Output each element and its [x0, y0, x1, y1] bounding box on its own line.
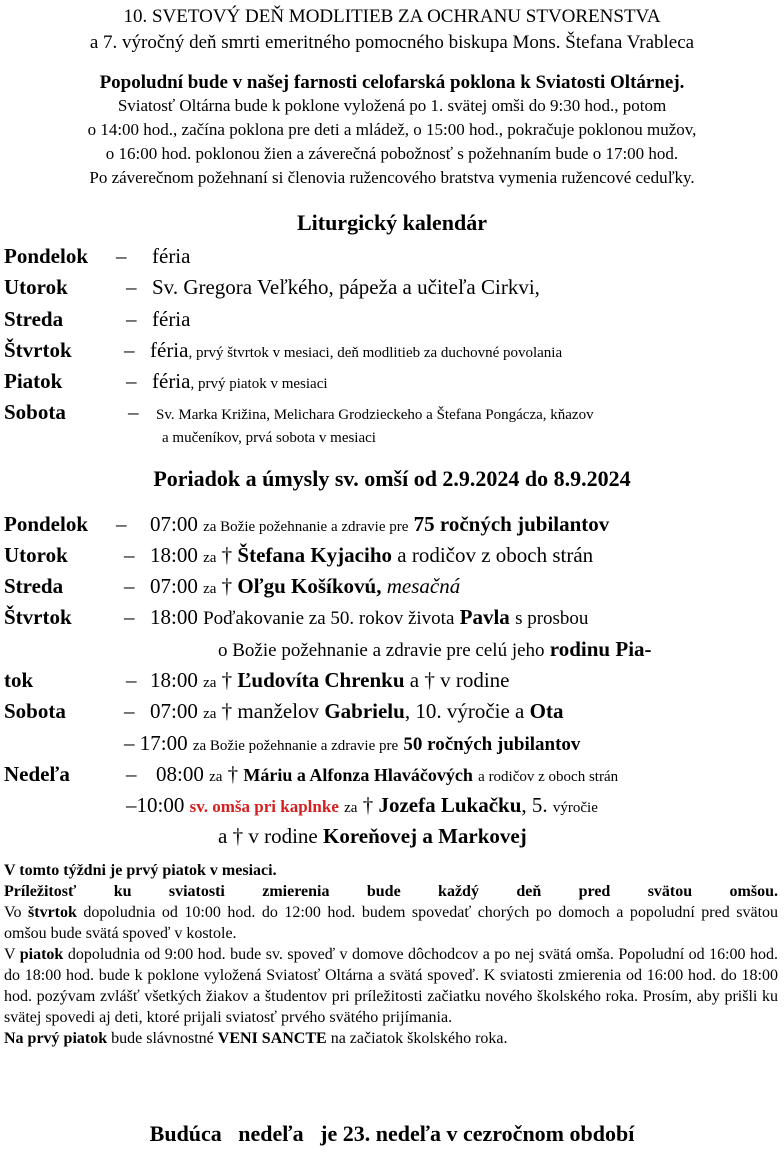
announcement-day: Na prvý piatok	[4, 1030, 108, 1047]
mass-intention: o Božie požehnanie a zdravie pre celú jeho	[218, 640, 545, 661]
announcement-text: V	[4, 946, 16, 963]
mass-row-sunday-morning	[4, 760, 618, 791]
mass-time: 18:00	[150, 668, 198, 692]
next-sunday-footer: Budúca nedeľa je 23. nedeľa v cezročnom období	[149, 1121, 635, 1146]
mass-intention-bold: Oľgu Košíkovú,	[237, 574, 382, 598]
dash: –	[126, 307, 137, 331]
mass-time: 18:00	[150, 543, 198, 567]
mass-time: 08:00	[156, 762, 204, 786]
dash: –	[128, 400, 139, 424]
header-subtitle: a 7. výročný deň smrti emeritného pomocného biskupa Mons. Štefana Vrableca	[89, 32, 695, 53]
mass-row-friday	[4, 666, 510, 697]
mass-time: 10:00	[136, 793, 185, 817]
mass-intention: za Božie požehnanie a zdravie pre	[192, 738, 399, 754]
mass-intention: za	[344, 800, 358, 816]
mass-row-saturday-morning	[4, 697, 563, 728]
dash: –	[124, 338, 135, 362]
calendar-row-monday	[4, 242, 190, 270]
announcement-thursday	[4, 902, 778, 944]
adoration-section	[0, 72, 784, 190]
adoration-line: o 14:00 hod., začína poklona pre deti a mládež, o 15:00 hod., pokračuje poklonou mužov,	[87, 120, 697, 139]
mass-intention: a † v rodine	[409, 668, 510, 692]
announcement-text: dopoludnia od 10:00 hod. do 12:00 hod. budem spovedať chorých po domoch a popoludní pred svätou omšou bude svätá spoveď v kostole.	[4, 904, 779, 942]
header-title: 10. SVETOVÝ DEŇ MODLITIEB ZA OCHRANU STVORENSTVA	[123, 6, 661, 27]
announcement-text: Vo	[4, 904, 22, 921]
cross-symbol: †	[221, 668, 233, 692]
mass-intention: výročie	[552, 800, 598, 816]
mass-intention-bold: Jozefa Lukačku	[378, 793, 522, 817]
calendar-row-tuesday	[4, 273, 540, 301]
calendar-day: Streda	[4, 307, 64, 331]
mass-intention: a † v rodine	[218, 824, 318, 848]
calendar-note: , prvý štvrtok v mesiaci, deň modlitieb za duchovné povolania	[188, 345, 563, 361]
mass-row-tuesday	[4, 541, 593, 572]
mass-intention-bold: rodinu Pia-	[549, 637, 652, 661]
dash: –	[116, 512, 127, 536]
dash: –	[124, 699, 135, 723]
cross-symbol: †	[221, 574, 233, 598]
mass-time: 07:00	[150, 512, 198, 536]
dash: –	[126, 762, 137, 786]
mass-intention-bold: Gabrielu	[324, 699, 405, 723]
calendar-note: Sv. Marka Križina, Melichara Grodzieckeho a Štefana Pongácza, kňazov	[156, 407, 594, 423]
mass-intention: za	[203, 581, 217, 597]
announcement-confession: Príležitosť ku sviatosti zmierenia bude každý deň pred svätou omšou.	[4, 883, 778, 900]
mass-intention: manželov	[237, 699, 320, 723]
dash: –	[126, 793, 137, 817]
adoration-line: o 16:00 hod. poklonou žien a záverečná pobožnosť s požehnaním bude o 17:00 hod.	[105, 144, 679, 163]
mass-intention-bold: Koreňovej a Markovej	[322, 824, 527, 848]
dash: –	[126, 668, 137, 692]
mass-day: Utorok	[4, 543, 68, 567]
calendar-row-friday	[4, 367, 328, 398]
announcement-text: dopoludnia od 9:00 hod. bude sv. spoveď v domove dôchodcov a po nej svätá omša. Popoludní od 16:00 hod. do 18:00 hod. bude k poklone vyložená Sviatosť Oltárna a svätá spoveď. K sviatosti zmierenia od 16:00 hod. do 18:00 hod. pozývam zvlášť všetkých žiakov a študentov pri príležitosti začiatku nového školského roka. Prosím, aby prišli ku svätej spovedi aj deti, ktoré prijali sviatosť prvého svätého prijímania.	[4, 946, 779, 1026]
cross-symbol: †	[362, 793, 374, 817]
mass-intention: a rodičov z oboch strán	[478, 769, 619, 785]
announcement-day: piatok	[19, 946, 64, 963]
chapel-mass-label: sv. omša pri kaplnke	[189, 797, 339, 816]
mass-intention-bold: 75 ročných jubilantov	[413, 512, 610, 536]
dash: –	[124, 605, 135, 629]
calendar-note: , prvý piatok v mesiaci	[190, 376, 328, 392]
announcement-friday	[4, 944, 778, 1028]
calendar-day: Pondelok	[4, 244, 89, 268]
announcement-text: na začiatok školského roka.	[330, 1030, 508, 1047]
mass-intention: s prosbou	[515, 608, 589, 629]
mass-row-wednesday	[4, 572, 460, 603]
calendar-row-thursday	[4, 336, 562, 367]
calendar-day: Štvrtok	[4, 338, 72, 362]
mass-row-sunday-chapel-continued	[218, 822, 527, 850]
mass-intention: , 10. výročie a	[404, 699, 525, 723]
mass-time: 07:00	[150, 699, 198, 723]
dash: –	[126, 369, 137, 393]
mass-row-monday	[4, 510, 609, 541]
mass-row-saturday-evening	[124, 729, 580, 760]
mass-intention: za	[203, 675, 217, 691]
mass-intention: Poďakovanie za 50. rokov života	[203, 608, 455, 629]
adoration-title: Popoludní bude v našej farnosti celofarská poklona k Sviatosti Oltárnej.	[99, 72, 685, 93]
mass-intention-bold: Pavla	[459, 605, 510, 629]
mass-day: Štvrtok	[4, 605, 72, 629]
mass-time: 17:00	[139, 731, 188, 755]
calendar-note-continued: a mučeníkov, prvá sobota v mesiaci	[162, 430, 376, 446]
calendar-entry: féria	[152, 369, 191, 393]
mass-day: Pondelok	[4, 512, 89, 536]
mass-intention-bold: Ľudovíta Chrenku	[237, 668, 405, 692]
masses-title: Poriadok a úmysly sv. omší od 2.9.2024 do 8.9.2024	[153, 466, 631, 491]
mass-intention-bold: Máriu a Alfonza Hlaváčových	[243, 765, 473, 785]
cross-symbol: †	[221, 543, 233, 567]
announcement-first-friday: V tomto týždni je prvý piatok v mesiaci.	[4, 862, 277, 879]
mass-intention: za	[203, 550, 217, 566]
mass-intention: za	[209, 769, 223, 785]
mass-day: tok	[4, 668, 34, 692]
announcement-text: bude slávnostné	[111, 1030, 214, 1047]
mass-intention: a rodičov z oboch strán	[397, 543, 594, 567]
dash: –	[124, 731, 135, 755]
calendar-entry: féria	[152, 307, 191, 331]
announcement-day: štvrtok	[28, 904, 77, 921]
adoration-line: Po záverečnom požehnaní si členovia ružencového bratstva vymenia ružencové ceduľky.	[89, 168, 695, 187]
mass-intention-italic: mesačná	[386, 574, 461, 598]
mass-intention-bold: Štefana Kyjaciho	[237, 543, 392, 567]
mass-day: Sobota	[4, 699, 66, 723]
dash: –	[124, 543, 135, 567]
mass-intention: , 5.	[521, 793, 548, 817]
dash: –	[126, 275, 137, 299]
calendar-day: Utorok	[4, 275, 68, 299]
mass-intention: za Božie požehnanie a zdravie pre	[203, 519, 409, 535]
calendar-row-wednesday	[4, 305, 190, 333]
dash: –	[124, 574, 135, 598]
mass-intention: za	[203, 706, 217, 722]
announcements	[4, 860, 778, 1049]
announcement-highlight: VENI SANCTE	[217, 1030, 327, 1047]
announcement-veni-sancte	[4, 1028, 778, 1049]
mass-time: 18:00	[150, 605, 198, 629]
dash: –	[116, 244, 127, 268]
calendar-day: Sobota	[4, 400, 66, 424]
calendar-title: Liturgický kalendár	[296, 210, 488, 235]
calendar-entry: Sv. Gregora Veľkého, pápeža a učiteľa Cirkvi,	[152, 275, 540, 299]
cross-symbol: †	[221, 699, 233, 723]
calendar-day: Piatok	[4, 369, 63, 393]
mass-day: Nedeľa	[4, 762, 70, 786]
mass-row-thursday-continued	[218, 635, 652, 665]
calendar-entry: féria	[152, 244, 191, 268]
mass-day: Streda	[4, 574, 64, 598]
mass-row-thursday	[4, 603, 588, 633]
mass-intention-bold: 50 ročných jubilantov	[403, 734, 581, 755]
adoration-line: Sviatosť Oltárna bude k poklone vyložená po 1. svätej omši do 9:30 hod., potom	[117, 96, 667, 115]
mass-row-sunday-chapel	[126, 791, 598, 822]
cross-symbol: †	[227, 762, 239, 786]
mass-intention-bold: Ota	[529, 699, 564, 723]
calendar-entry: féria	[150, 338, 189, 362]
mass-time: 07:00	[150, 574, 198, 598]
